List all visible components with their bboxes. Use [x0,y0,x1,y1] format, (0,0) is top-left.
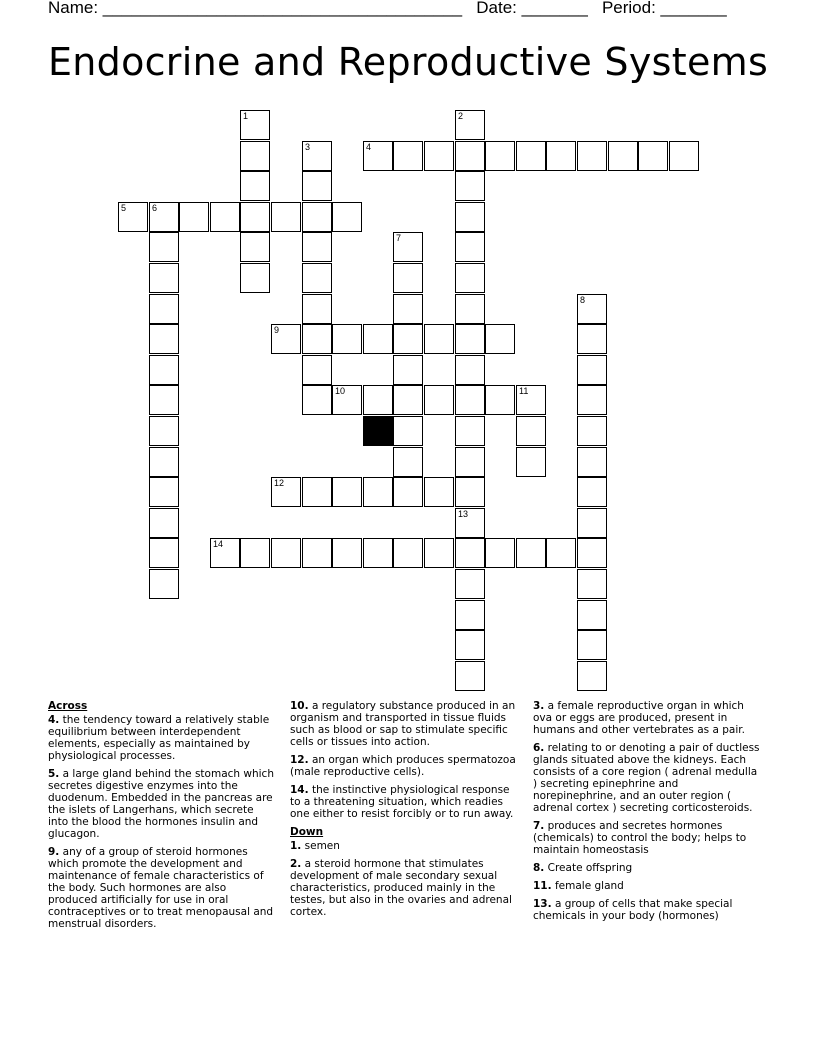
grid-cell[interactable] [210,538,240,568]
grid-cell[interactable] [149,202,179,232]
clue-number: 1 [243,111,249,121]
grid-cell[interactable] [240,263,270,293]
clue-item [48,846,276,930]
clue-item [533,820,761,856]
grid-cell[interactable] [455,538,485,568]
clue-item [48,768,276,840]
grid-cell[interactable] [516,385,546,415]
grid-cell[interactable] [577,661,607,691]
grid-cell[interactable] [302,202,332,232]
grid-cell[interactable] [271,202,301,232]
grid-cell[interactable] [424,385,454,415]
grid-cell[interactable] [485,141,515,171]
clue-item [290,700,518,748]
clue-item [290,840,518,852]
clue-item-text: a steroid hormone that stimulates development of male secondary sexual characteristics, produced mainly in the testes, but also in the ovaries and adrenal cortex. [290,858,512,918]
grid-cell[interactable] [455,447,485,477]
clue-item [533,898,761,922]
grid-cell[interactable] [149,355,179,385]
grid-cell[interactable] [240,232,270,262]
grid-cell[interactable] [332,385,362,415]
grid-cell[interactable] [455,416,485,446]
clue-number: 12 [274,478,285,488]
clue-item-number: 5. [48,768,60,780]
grid-cell[interactable] [577,355,607,385]
grid-cell[interactable] [455,630,485,660]
grid-cell[interactable] [424,141,454,171]
grid-cell[interactable] [240,202,270,232]
grid-cell[interactable] [577,447,607,477]
grid-cell[interactable] [608,141,638,171]
grid-cell[interactable] [455,263,485,293]
grid-cell[interactable] [393,232,423,262]
clue-number: 14 [213,539,224,549]
grid-cell[interactable] [669,141,699,171]
clue-number: 4 [366,142,372,152]
clue-section-heading: Across [48,700,88,712]
grid-cell[interactable] [332,538,362,568]
clue-item-text: a large gland behind the stomach which secretes digestive enzymes into the duodenum. Embedded in the pancreas are the islets of Langerhans, which secrete into the blood the hormones insulin and glucagon. [48,768,274,840]
grid-cell[interactable] [455,324,485,354]
grid-cell[interactable] [363,141,393,171]
grid-cell[interactable] [455,110,485,140]
grid-cell[interactable] [393,538,423,568]
page-title: Endocrine and Reproductive Systems [47,40,769,84]
grid-cell[interactable] [393,141,423,171]
grid-cell[interactable] [240,141,270,171]
clue-number: 10 [335,386,346,396]
grid-cell[interactable] [149,447,179,477]
clue-item-text: any of a group of steroid hormones which promote the development and maintenance of female characteristics of the body. Such hormones are also produced artificially for use in oral contraceptives or to treat menopausal and menstrual disorders. [48,846,274,930]
clues-column-2 [290,700,518,924]
grid-cell[interactable] [455,600,485,630]
grid-cell[interactable] [302,385,332,415]
grid-cell[interactable] [179,202,209,232]
grid-cell[interactable] [577,416,607,446]
grid-cell[interactable] [393,477,423,507]
clue-item [533,742,761,814]
clue-item-number: 7. [533,820,545,832]
grid-cell[interactable] [149,416,179,446]
grid-cell[interactable] [332,324,362,354]
clue-item-text: a female reproductive organ in which ova or eggs are produced, present in humans and other vertebrates as a pair. [533,700,745,736]
clue-number: 7 [396,233,402,243]
clue-item-number: 8. [533,862,545,874]
grid-cell[interactable] [302,538,332,568]
clue-item [48,714,276,762]
grid-cell[interactable] [149,294,179,324]
grid-cell[interactable] [149,324,179,354]
clue-item-text: relating to or denoting a pair of ductless glands situated above the kidneys. Each consists of a core region ( adrenal medulla ) secreting epinephrine and norepinephrine, and an outer region ( adrenal cortex ) secreting corticosteroids. [533,742,760,814]
grid-cell[interactable] [393,355,423,385]
black-cell [363,416,393,446]
clue-item-number: 12. [290,754,309,766]
grid-cell[interactable] [455,171,485,201]
clue-item-text: female gland [554,880,624,892]
clue-item-number: 9. [48,846,60,858]
clue-section-heading: Down [290,826,324,838]
grid-cell[interactable] [271,324,301,354]
grid-cell[interactable] [485,324,515,354]
grid-cell[interactable] [240,110,270,140]
clue-item-text: the tendency toward a relatively stable equilibrium between interdependent elements, especially as maintained by physiological processes. [48,714,270,762]
grid-cell[interactable] [149,385,179,415]
grid-cell[interactable] [271,538,301,568]
grid-cell[interactable] [516,416,546,446]
grid-cell[interactable] [118,202,148,232]
grid-cell[interactable] [516,447,546,477]
clue-item [533,862,761,874]
clue-item-number: 2. [290,858,302,870]
clues-column-1 [48,700,276,936]
grid-cell[interactable] [577,569,607,599]
grid-cell[interactable] [210,202,240,232]
grid-cell[interactable] [516,141,546,171]
grid-cell[interactable] [546,141,576,171]
clue-item-text: a group of cells that make special chemicals in your body (hormones) [533,898,733,922]
grid-cell[interactable] [302,232,332,262]
grid-cell[interactable] [424,477,454,507]
grid-cell[interactable] [455,232,485,262]
clue-number: 13 [458,509,469,519]
clue-item-number: 3. [533,700,545,712]
grid-cell[interactable] [302,141,332,171]
clue-number: 8 [580,295,586,305]
grid-cell[interactable] [577,385,607,415]
grid-cell[interactable] [455,294,485,324]
clue-item [290,858,518,918]
clue-item-number: 4. [48,714,60,726]
grid-cell[interactable] [455,661,485,691]
grid-cell[interactable] [393,324,423,354]
grid-cell[interactable] [302,355,332,385]
grid-cell[interactable] [393,263,423,293]
grid-cell[interactable] [302,294,332,324]
grid-cell[interactable] [455,385,485,415]
clue-item-number: 10. [290,700,309,712]
grid-cell[interactable] [302,477,332,507]
clue-number: 5 [121,203,127,213]
clue-item-number: 11. [533,880,552,892]
grid-cell[interactable] [424,324,454,354]
grid-cell[interactable] [485,385,515,415]
grid-cell[interactable] [455,508,485,538]
grid-cell[interactable] [638,141,668,171]
grid-cell[interactable] [577,630,607,660]
student-info-line: Name: ______________________________________ Date: _______ Period: _______ [48,0,727,17]
grid-cell[interactable] [363,477,393,507]
clue-number: 2 [458,111,464,121]
grid-cell[interactable] [149,508,179,538]
clue-item-number: 14. [290,784,309,796]
grid-cell[interactable] [577,324,607,354]
grid-cell[interactable] [363,324,393,354]
grid-cell[interactable] [363,538,393,568]
clue-item-text: produces and secretes hormones (chemicals) to control the body; helps to maintain homeostasis [533,820,747,856]
grid-cell[interactable] [332,202,362,232]
clue-number: 9 [274,325,280,335]
clue-item [533,700,761,736]
grid-cell[interactable] [149,477,179,507]
grid-cell[interactable] [149,538,179,568]
clue-number: 3 [305,142,311,152]
grid-cell[interactable] [455,141,485,171]
clue-item-number: 1. [290,840,302,852]
clue-item-number: 13. [533,898,552,910]
grid-cell[interactable] [455,477,485,507]
grid-cell[interactable] [577,600,607,630]
clue-item [533,880,761,892]
clue-item-text: Create offspring [547,862,633,874]
grid-cell[interactable] [332,477,362,507]
grid-cell[interactable] [577,294,607,324]
grid-cell[interactable] [393,447,423,477]
grid-cell[interactable] [149,263,179,293]
grid-cell[interactable] [240,171,270,201]
clue-item [290,754,518,778]
clue-item-text: an organ which produces spermatozoa (male reproductive cells). [290,754,516,778]
grid-cell[interactable] [577,538,607,568]
grid-cell[interactable] [455,202,485,232]
grid-cell[interactable] [577,477,607,507]
grid-cell[interactable] [485,538,515,568]
grid-cell[interactable] [393,294,423,324]
grid-cell[interactable] [271,477,301,507]
grid-cell[interactable] [455,569,485,599]
grid-cell[interactable] [393,416,423,446]
grid-cell[interactable] [302,171,332,201]
clue-number: 11 [519,386,529,396]
grid-cell[interactable] [577,508,607,538]
grid-cell[interactable] [424,538,454,568]
clue-item [290,784,518,820]
clue-item-number: 6. [533,742,545,754]
grid-cell[interactable] [240,538,270,568]
grid-cell[interactable] [455,355,485,385]
grid-cell[interactable] [577,141,607,171]
clue-item-text: the instinctive physiological response to a threatening situation, which readies one either to resist forcibly or to run away. [290,784,514,820]
clue-item-text: a regulatory substance produced in an organism and transported in tissue fluids such as blood or sap to stimulate specific cells or tissues into action. [290,700,516,748]
grid-cell[interactable] [363,385,393,415]
grid-cell[interactable] [302,263,332,293]
grid-cell[interactable] [546,538,576,568]
clue-number: 6 [152,203,158,213]
grid-cell[interactable] [302,324,332,354]
clues-column-3 [533,700,761,928]
clue-item-text: semen [304,840,340,852]
grid-cell[interactable] [149,232,179,262]
grid-cell[interactable] [516,538,546,568]
grid-cell[interactable] [149,569,179,599]
grid-cell[interactable] [393,385,423,415]
